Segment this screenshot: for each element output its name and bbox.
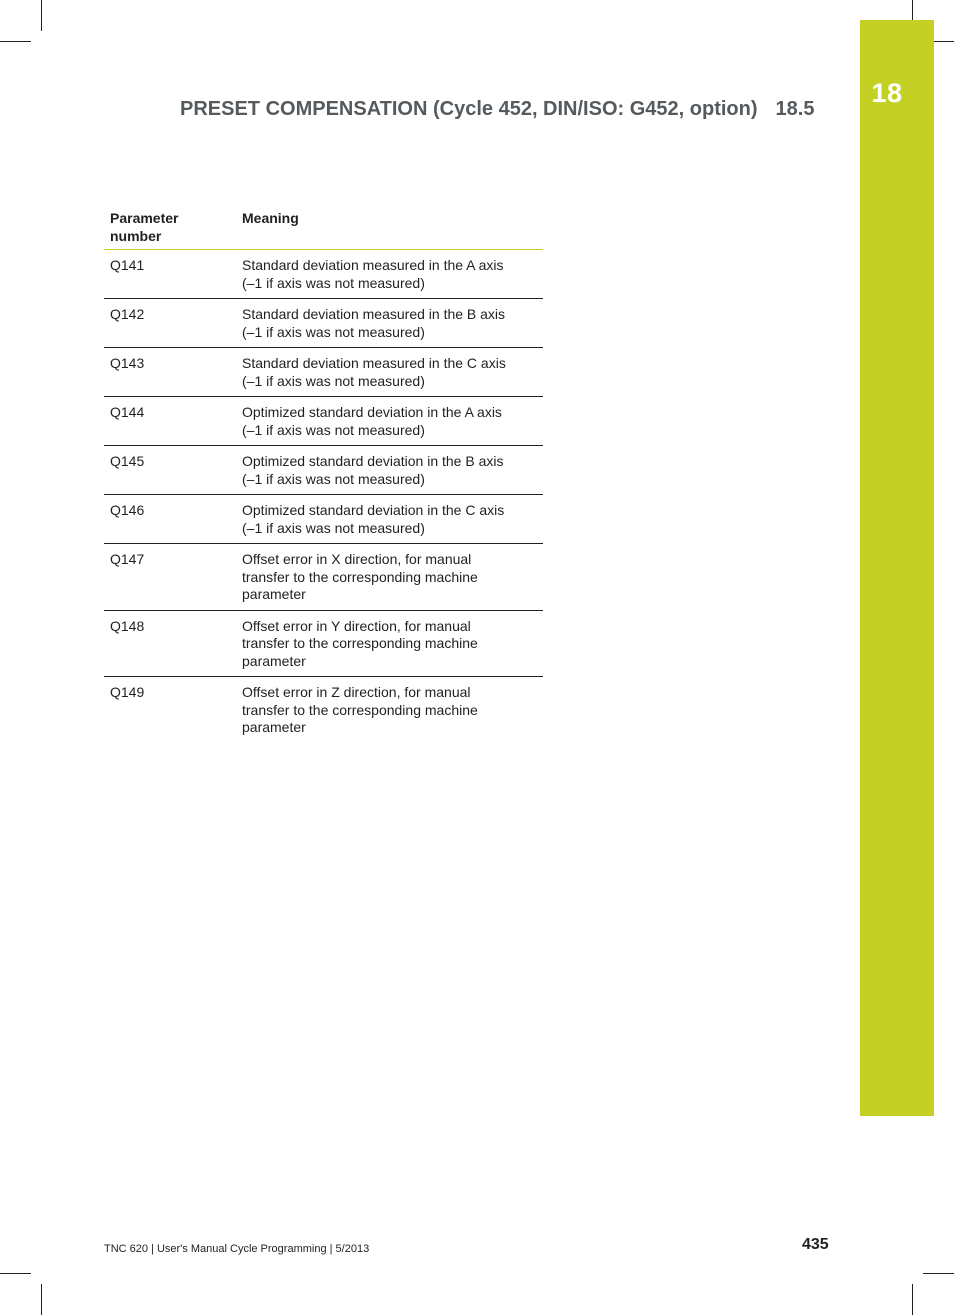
- running-header-section: 18.5: [775, 98, 815, 120]
- meaning-cell: Offset error in X direction, for manual transfer to the corresponding machine parameter: [236, 544, 543, 611]
- running-header-title: PRESET COMPENSATION (Cycle 452, DIN/ISO: G452, option): [180, 98, 758, 120]
- column-header-parameter-number: Parameter number: [104, 210, 236, 250]
- footer-text: TNC 620 | User's Manual Cycle Programming | 5/2013: [104, 1243, 370, 1255]
- meaning-cell: Offset error in Z direction, for manual transfer to the corresponding machine parameter: [242, 684, 478, 735]
- meaning-cell: Optimized standard deviation in the A axis (–1 if axis was not measured): [236, 397, 543, 446]
- crop-mark-bottom-left-horizontal: [0, 1273, 31, 1274]
- table-row: [104, 397, 543, 446]
- parameter-cell: Q141: [104, 250, 236, 299]
- meaning-cell: Standard deviation measured in the A axis (–1 if axis was not measured): [236, 250, 543, 299]
- table-row: [104, 544, 543, 611]
- crop-mark-top-left-vertical: [41, 0, 42, 31]
- running-header: [180, 98, 830, 121]
- parameter-cell: Q148: [104, 610, 236, 677]
- table-row: [104, 250, 543, 299]
- table-row: [104, 348, 543, 397]
- crop-mark-bottom-left-vertical: [41, 1284, 42, 1315]
- parameter-table: [104, 210, 543, 743]
- parameter-cell: Q145: [104, 446, 236, 495]
- meaning-cell: Offset error in Y direction, for manual transfer to the corresponding machine parameter: [236, 610, 543, 677]
- parameter-cell: Q143: [104, 348, 236, 397]
- table-row: [104, 446, 543, 495]
- table-row: [104, 677, 543, 743]
- meaning-cell: Optimized standard deviation in the C axis (–1 if axis was not measured): [236, 495, 543, 544]
- parameter-cell: Q142: [104, 299, 236, 348]
- crop-mark-bottom-right-horizontal: [923, 1273, 954, 1274]
- parameter-cell: Q146: [104, 495, 236, 544]
- table-row: [104, 610, 543, 677]
- parameter-cell: Q149: [110, 684, 145, 700]
- column-header-meaning: Meaning: [236, 210, 543, 250]
- meaning-cell: Standard deviation measured in the B axis (–1 if axis was not measured): [236, 299, 543, 348]
- meaning-cell: Standard deviation measured in the C axis (–1 if axis was not measured): [236, 348, 543, 397]
- parameter-cell: Q147: [104, 544, 236, 611]
- chapter-number: 18: [871, 78, 903, 108]
- page-number: 435: [802, 1236, 829, 1253]
- meaning-cell: Optimized standard deviation in the B axis (–1 if axis was not measured): [236, 446, 543, 495]
- crop-mark-bottom-right-vertical: [912, 1284, 913, 1315]
- parameter-cell: Q144: [104, 397, 236, 446]
- table-row: [104, 495, 543, 544]
- table-row: [104, 299, 543, 348]
- chapter-tab: [860, 20, 934, 1116]
- table-header-row: [104, 210, 543, 250]
- crop-mark-top-left-horizontal: [0, 41, 31, 42]
